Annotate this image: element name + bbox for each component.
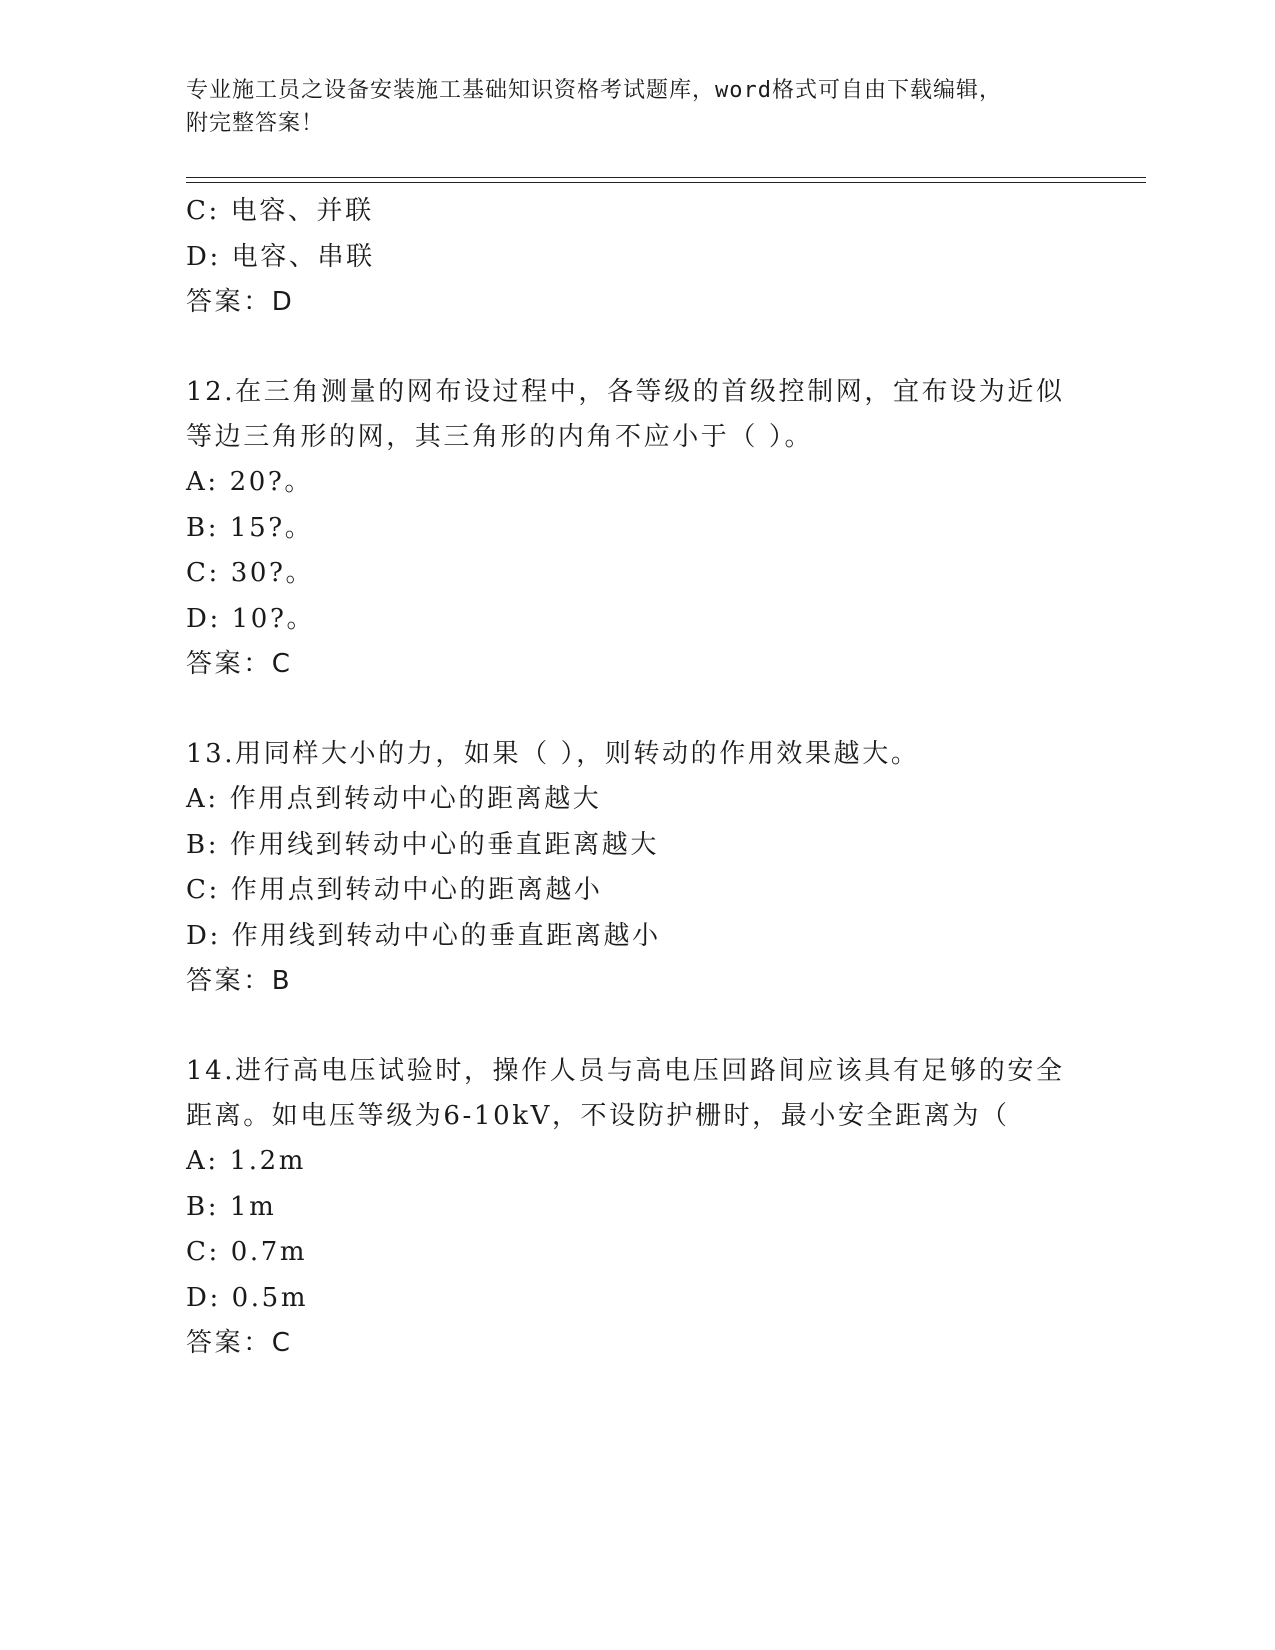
answer-line: 答案：B — [186, 966, 293, 996]
answer-line: 答案：D — [186, 287, 295, 317]
option-d: D: 0.5m — [186, 1282, 309, 1313]
option-c: C: 30?。 — [186, 558, 315, 588]
header-divider-top — [186, 177, 1146, 178]
question-stem-line: 12.在三角测量的网布设过程中，各等级的首级控制网，宜布设为近似 — [186, 377, 1065, 407]
option-a: A: 作用点到转动中心的距离越大 — [186, 784, 602, 814]
option-b: B: 1m — [186, 1191, 277, 1222]
option-a: A: 20?。 — [186, 467, 314, 497]
spacer — [186, 1004, 1086, 1049]
question-13 — [186, 732, 1086, 1004]
question-stem-line: 距离。如电压等级为6-10kV，不设防护栅时，最小安全距离为（ — [186, 1101, 1010, 1131]
question-stem-line: 13.用同样大小的力，如果（ ），则转动的作用效果越大。 — [186, 739, 920, 769]
document-header — [186, 74, 1146, 140]
question-12 — [186, 370, 1086, 687]
header-line-2: 附完整答案！ — [186, 111, 325, 136]
answer-line: 答案：C — [186, 1328, 293, 1358]
header-line-1: 专业施工员之设备安装施工基础知识资格考试题库，word格式可自由下载编辑， — [186, 78, 1002, 103]
option-c: C: 作用点到转动中心的距离越小 — [186, 875, 603, 905]
question-stem-line: 等边三角形的网，其三角形的内角不应小于（ ）。 — [186, 422, 814, 452]
answer-line: 答案：C — [186, 649, 293, 679]
option-d: D: 电容、串联 — [186, 241, 375, 272]
option-d: D: 10?。 — [186, 603, 316, 634]
option-b: B: 15?。 — [186, 512, 314, 543]
header-divider-bottom — [186, 182, 1146, 183]
question-14 — [186, 1049, 1086, 1366]
option-c: C: 0.7m — [186, 1237, 308, 1267]
document-body — [186, 189, 1086, 1366]
option-c: C: 电容、并联 — [186, 196, 374, 226]
question-stem-line: 14.进行高电压试验时，操作人员与高电压回路间应该具有足够的安全 — [186, 1056, 1065, 1086]
option-a: A: 1.2m — [186, 1146, 307, 1176]
spacer — [186, 687, 1086, 732]
spacer — [186, 325, 1086, 370]
option-d: D: 作用线到转动中心的垂直距离越小 — [186, 920, 661, 951]
option-b: B: 作用线到转动中心的垂直距离越大 — [186, 829, 659, 860]
question-11-tail — [186, 189, 1086, 325]
